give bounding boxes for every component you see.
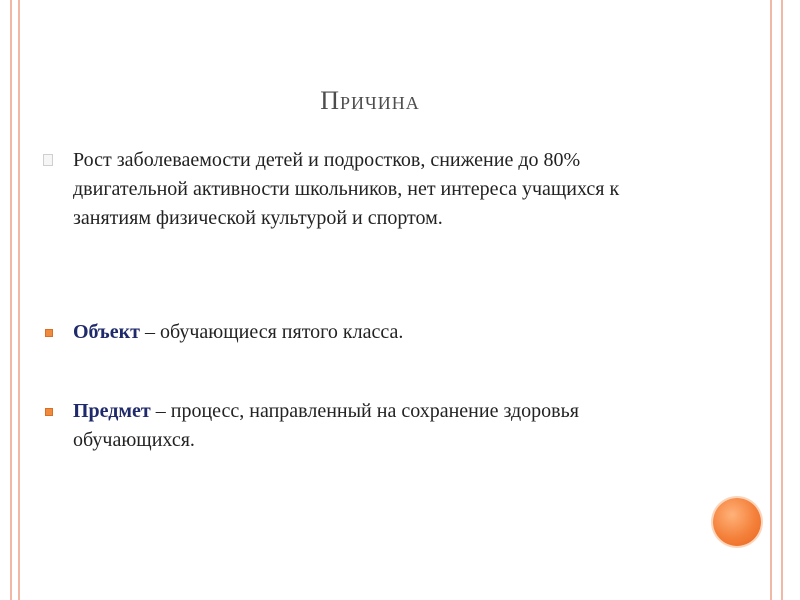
orange-circle-icon [713,498,761,546]
hollow-square-icon [43,154,53,166]
bullet-desc-object: – обучающиеся пятого класса. [139,321,404,343]
bullet-text-subject [73,397,683,455]
bullet-text-object [73,318,683,347]
bullet-item-object [43,318,683,347]
orange-square-icon [45,329,53,337]
bullet-text-reason: Рост заболеваемости детей и подростков, снижение до 80% двигательной активности школьников, нет интереса учащихся к занятиям физической культурой и спортом. [73,149,620,229]
bullet-term-object: Объект [73,321,140,343]
bullet-item-reason [43,146,683,233]
slide-title: Причина [320,86,420,115]
bullet-term-subject: Предмет [73,400,151,422]
right-border-line-outer [781,0,783,600]
bullet-desc-subject: – процесс, направленный на сохранение здоровья обучающихся. [73,400,579,451]
right-border-line-inner [770,0,772,600]
orange-square-icon [45,408,53,416]
bullet-item-subject [43,397,683,455]
